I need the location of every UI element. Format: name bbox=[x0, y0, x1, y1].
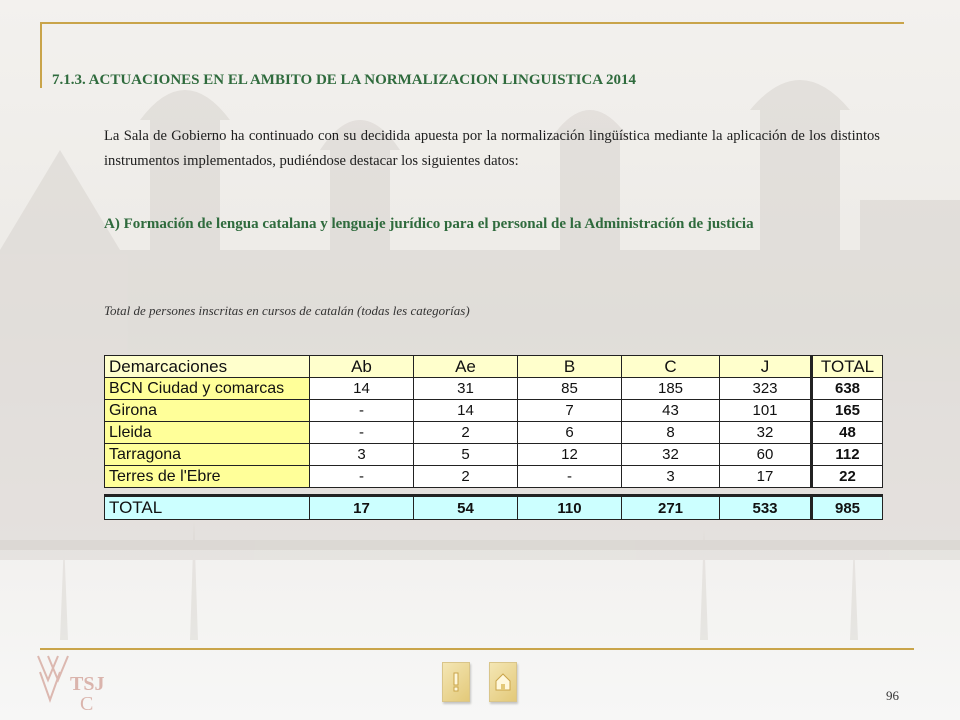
intro-paragraph: La Sala de Gobierno ha continuado con su decidida apuesta por la normalización lingüística mediante la aplicación de los distintos instrumentos implementados, pudiéndose destacar los siguientes datos: bbox=[104, 128, 880, 169]
table-cell: 2 bbox=[414, 422, 518, 444]
table-cell: 5 bbox=[414, 444, 518, 466]
left-border-line bbox=[40, 22, 42, 88]
table-row bbox=[105, 466, 883, 488]
row-label: Girona bbox=[105, 400, 310, 422]
table-cell: 43 bbox=[622, 400, 720, 422]
table-row bbox=[105, 422, 883, 444]
header-cell: J bbox=[720, 356, 812, 378]
table-cell: - bbox=[310, 466, 414, 488]
table-cell: 12 bbox=[518, 444, 622, 466]
section-heading: 7.1.3. ACTUACIONES EN EL AMBITO DE LA NORMALIZACION LINGUISTICA 2014 bbox=[52, 72, 637, 88]
table-total-row bbox=[105, 496, 883, 520]
table-row bbox=[105, 378, 883, 400]
row-total-cell: 638 bbox=[812, 378, 883, 400]
header-cell: TOTAL bbox=[812, 356, 883, 378]
bottom-border-line bbox=[40, 648, 914, 650]
home-button[interactable] bbox=[489, 662, 517, 702]
table-cell: 185 bbox=[622, 378, 720, 400]
row-total-cell: 165 bbox=[812, 400, 883, 422]
row-label: Lleida bbox=[105, 422, 310, 444]
table-cell: 3 bbox=[622, 466, 720, 488]
page-number: 96 bbox=[886, 688, 899, 703]
svg-text:TSJ: TSJ bbox=[70, 673, 104, 695]
table-cell: 31 bbox=[414, 378, 518, 400]
row-total-cell: 48 bbox=[812, 422, 883, 444]
table-cell: 2 bbox=[414, 466, 518, 488]
row-label: Tarragona bbox=[105, 444, 310, 466]
table-caption: Total de persones inscritas en cursos de catalán (todas les categorías) bbox=[104, 303, 470, 318]
table-cell: 85 bbox=[518, 378, 622, 400]
row-total-cell: 22 bbox=[812, 466, 883, 488]
total-cell: 110 bbox=[518, 496, 622, 520]
total-label: TOTAL bbox=[105, 496, 310, 520]
exclamation-icon bbox=[447, 671, 465, 693]
header-cell: Demarcaciones bbox=[105, 356, 310, 378]
table-cell: 32 bbox=[622, 444, 720, 466]
table-cell: - bbox=[518, 466, 622, 488]
table-cell: 323 bbox=[720, 378, 812, 400]
table-row bbox=[105, 444, 883, 466]
table-cell: 6 bbox=[518, 422, 622, 444]
home-icon bbox=[494, 671, 512, 693]
table-cell: 3 bbox=[310, 444, 414, 466]
table-cell: 17 bbox=[720, 466, 812, 488]
tsjc-logo bbox=[34, 650, 104, 716]
row-label: Terres de l'Ebre bbox=[105, 466, 310, 488]
table-spacer-row bbox=[105, 488, 883, 496]
grand-total-cell: 985 bbox=[812, 496, 883, 520]
table-cell: 7 bbox=[518, 400, 622, 422]
total-cell: 17 bbox=[310, 496, 414, 520]
subsection-heading: A) Formación de lengua catalana y lenguaje jurídico para el personal de la Administración de justicia bbox=[104, 216, 754, 232]
top-border-line bbox=[40, 22, 904, 24]
enrollment-table bbox=[104, 355, 883, 520]
header-cell: Ab bbox=[310, 356, 414, 378]
table-cell: 14 bbox=[414, 400, 518, 422]
table-cell: 101 bbox=[720, 400, 812, 422]
row-total-cell: 112 bbox=[812, 444, 883, 466]
table-cell: 14 bbox=[310, 378, 414, 400]
table-header-row bbox=[105, 356, 883, 378]
table-cell: 8 bbox=[622, 422, 720, 444]
header-cell: B bbox=[518, 356, 622, 378]
header-cell: C bbox=[622, 356, 720, 378]
svg-text:C: C bbox=[80, 693, 94, 715]
total-cell: 54 bbox=[414, 496, 518, 520]
table-cell: - bbox=[310, 422, 414, 444]
table-cell: 32 bbox=[720, 422, 812, 444]
previous-button[interactable] bbox=[442, 662, 470, 702]
table-cell: 60 bbox=[720, 444, 812, 466]
total-cell: 533 bbox=[720, 496, 812, 520]
table-cell: - bbox=[310, 400, 414, 422]
table-row bbox=[105, 400, 883, 422]
total-cell: 271 bbox=[622, 496, 720, 520]
header-cell: Ae bbox=[414, 356, 518, 378]
row-label: BCN Ciudad y comarcas bbox=[105, 378, 310, 400]
